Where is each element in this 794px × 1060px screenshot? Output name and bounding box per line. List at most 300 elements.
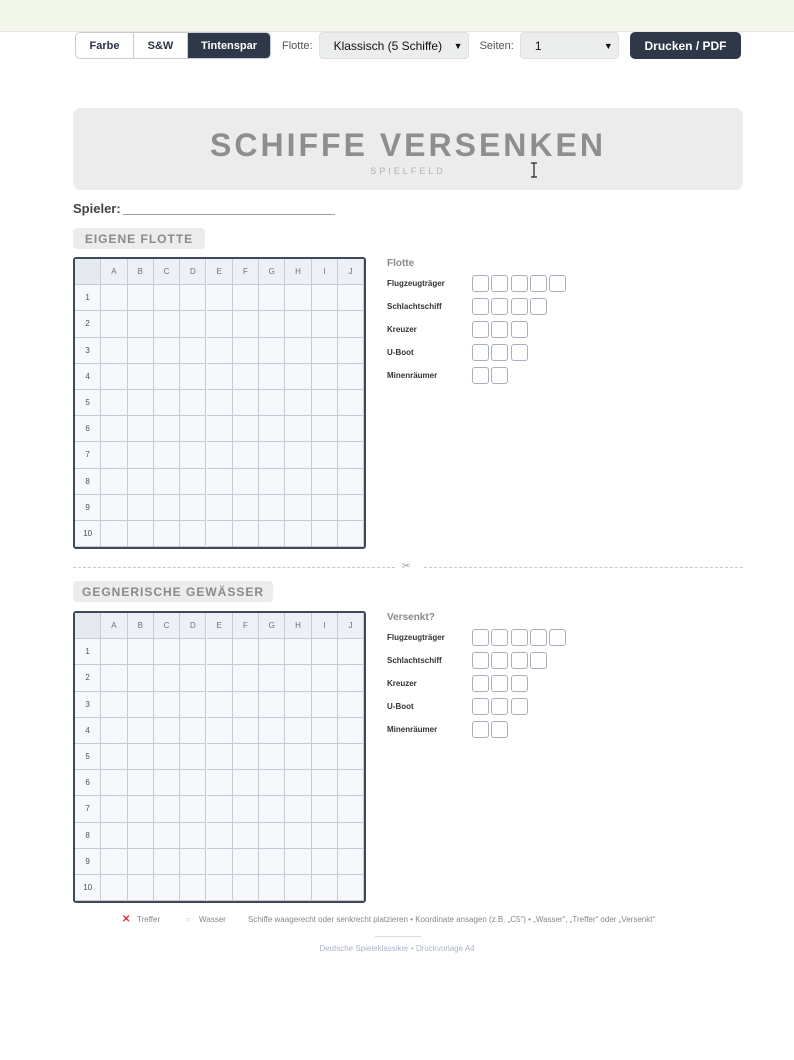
grid-cell[interactable] bbox=[338, 718, 364, 744]
grid-cell[interactable] bbox=[338, 665, 364, 691]
grid-cell[interactable] bbox=[259, 442, 285, 468]
grid-cell[interactable] bbox=[207, 442, 233, 468]
grid-cell[interactable] bbox=[233, 521, 259, 547]
ship-segment-checkbox[interactable] bbox=[472, 275, 489, 292]
grid-cell[interactable] bbox=[312, 364, 338, 390]
ship-segment-checkbox[interactable] bbox=[511, 275, 528, 292]
grid-cell[interactable] bbox=[180, 744, 206, 770]
grid-cell[interactable] bbox=[285, 416, 311, 442]
grid-cell[interactable] bbox=[154, 521, 180, 547]
grid-cell[interactable] bbox=[338, 692, 364, 718]
grid-cell[interactable] bbox=[101, 875, 127, 901]
grid-cell[interactable] bbox=[128, 770, 154, 796]
grid-cell[interactable] bbox=[338, 521, 364, 547]
grid-cell[interactable] bbox=[154, 495, 180, 521]
grid-cell[interactable] bbox=[233, 639, 259, 665]
grid-cell[interactable] bbox=[154, 718, 180, 744]
row-header: 10 bbox=[75, 521, 101, 547]
own-fleet-grid[interactable] bbox=[73, 257, 366, 549]
grid-cell[interactable] bbox=[154, 823, 180, 849]
grid-cell[interactable] bbox=[233, 469, 259, 495]
grid-cell[interactable] bbox=[233, 849, 259, 875]
ship-segment-checkbox[interactable] bbox=[511, 652, 528, 669]
ship-name: Minenräumer bbox=[387, 725, 438, 734]
ship-segment-checkbox[interactable] bbox=[491, 321, 508, 338]
column-header: G bbox=[259, 613, 285, 639]
color-mode-switch bbox=[75, 32, 271, 59]
footer-divider bbox=[375, 936, 421, 937]
grid-cell[interactable] bbox=[285, 338, 311, 364]
grid-cell[interactable] bbox=[207, 692, 233, 718]
grid-cell[interactable] bbox=[207, 416, 233, 442]
rules-text: Schiffe waagerecht oder senkrecht platzieren • Koordinate ansagen (z.B. „C5“) • „Wasser“, „Treffer“ oder „Versenkt“ bbox=[248, 915, 656, 924]
row-header: 5 bbox=[75, 744, 101, 770]
grid-cell[interactable] bbox=[207, 796, 233, 822]
grid-cell[interactable] bbox=[101, 639, 127, 665]
grid-cell[interactable] bbox=[259, 692, 285, 718]
grid-cell[interactable] bbox=[128, 849, 154, 875]
grid-cell[interactable] bbox=[101, 849, 127, 875]
column-header: G bbox=[259, 259, 285, 285]
grid-cell[interactable] bbox=[338, 495, 364, 521]
row-header: 4 bbox=[75, 718, 101, 744]
mode-color-button[interactable]: Farbe bbox=[76, 33, 134, 58]
ship-name: Flugzeugträger bbox=[387, 279, 445, 288]
grid-cell[interactable] bbox=[312, 875, 338, 901]
grid-cell[interactable] bbox=[154, 311, 180, 337]
grid-cell[interactable] bbox=[180, 521, 206, 547]
grid-cell[interactable] bbox=[128, 416, 154, 442]
grid-cell[interactable] bbox=[180, 416, 206, 442]
grid-cell[interactable] bbox=[312, 521, 338, 547]
grid-cell[interactable] bbox=[285, 495, 311, 521]
grid-cell[interactable] bbox=[233, 338, 259, 364]
grid-cell[interactable] bbox=[207, 770, 233, 796]
grid-cell[interactable] bbox=[101, 364, 127, 390]
grid-cell[interactable] bbox=[285, 390, 311, 416]
grid-cell[interactable] bbox=[154, 875, 180, 901]
row-header: 9 bbox=[75, 849, 101, 875]
grid-cell[interactable] bbox=[128, 718, 154, 744]
pages-select[interactable] bbox=[520, 32, 619, 59]
grid-cell[interactable] bbox=[207, 285, 233, 311]
grid-cell[interactable] bbox=[338, 875, 364, 901]
grid-cell[interactable] bbox=[285, 521, 311, 547]
column-header: F bbox=[233, 259, 259, 285]
own-fleet-label: EIGENE FLOTTE bbox=[73, 228, 205, 249]
grid-cell[interactable] bbox=[233, 390, 259, 416]
grid-cell[interactable] bbox=[154, 416, 180, 442]
row-header: 2 bbox=[75, 311, 101, 337]
grid-cell[interactable] bbox=[338, 416, 364, 442]
grid-cell[interactable] bbox=[128, 338, 154, 364]
grid-cell[interactable] bbox=[154, 338, 180, 364]
ship-segment-checkbox[interactable] bbox=[530, 275, 547, 292]
player-name-field[interactable] bbox=[123, 214, 335, 215]
grid-cell[interactable] bbox=[128, 390, 154, 416]
grid-cell[interactable] bbox=[180, 796, 206, 822]
grid-corner bbox=[75, 259, 101, 285]
page-subtitle: SPIELFELD bbox=[370, 166, 446, 176]
grid-cell[interactable] bbox=[312, 442, 338, 468]
grid-cell[interactable] bbox=[233, 311, 259, 337]
ship-name: Kreuzer bbox=[387, 325, 417, 334]
grid-cell[interactable] bbox=[180, 442, 206, 468]
grid-cell[interactable] bbox=[338, 364, 364, 390]
cut-line-left bbox=[73, 567, 395, 568]
ship-segment-checkbox[interactable] bbox=[549, 629, 566, 646]
ship-segment-checkbox[interactable] bbox=[472, 367, 489, 384]
grid-cell[interactable] bbox=[154, 364, 180, 390]
ship-segment-checkbox[interactable] bbox=[491, 652, 508, 669]
ship-segment-checkbox[interactable] bbox=[491, 721, 508, 738]
grid-cell[interactable] bbox=[233, 364, 259, 390]
grid-cell[interactable] bbox=[285, 442, 311, 468]
footer-text: Deutsche Spieleklassiker • Druckvorlage A4 bbox=[319, 944, 475, 953]
enemy-waters-label: GEGNERISCHE GEWÄSSER bbox=[73, 581, 273, 602]
grid-cell[interactable] bbox=[180, 665, 206, 691]
grid-cell[interactable] bbox=[259, 770, 285, 796]
sunk-side-title: Versenkt? bbox=[387, 612, 435, 623]
grid-cell[interactable] bbox=[285, 692, 311, 718]
fleet-select[interactable] bbox=[319, 32, 469, 59]
grid-cell[interactable] bbox=[259, 849, 285, 875]
grid-cell[interactable] bbox=[180, 692, 206, 718]
grid-cell[interactable] bbox=[312, 692, 338, 718]
grid-cell[interactable] bbox=[312, 495, 338, 521]
grid-cell[interactable] bbox=[259, 744, 285, 770]
grid-cell[interactable] bbox=[259, 338, 285, 364]
water-marker-icon: ○ bbox=[186, 915, 191, 924]
grid-cell[interactable] bbox=[259, 495, 285, 521]
text-cursor-icon bbox=[529, 162, 539, 178]
grid-cell[interactable] bbox=[180, 849, 206, 875]
column-header: A bbox=[101, 613, 127, 639]
grid-cell[interactable] bbox=[207, 744, 233, 770]
grid-cell[interactable] bbox=[207, 338, 233, 364]
grid-cell[interactable] bbox=[233, 442, 259, 468]
ship-segment-checkbox[interactable] bbox=[491, 675, 508, 692]
grid-cell[interactable] bbox=[128, 521, 154, 547]
grid-cell[interactable] bbox=[233, 416, 259, 442]
grid-cell[interactable] bbox=[312, 390, 338, 416]
fleet-select-value: Klassisch (5 Schiffe) bbox=[333, 38, 443, 53]
grid-cell[interactable] bbox=[338, 823, 364, 849]
browser-top-band bbox=[0, 0, 794, 32]
row-header: 3 bbox=[75, 338, 101, 364]
grid-cell[interactable] bbox=[154, 639, 180, 665]
ship-segment-checkbox[interactable] bbox=[511, 675, 528, 692]
grid-cell[interactable] bbox=[312, 311, 338, 337]
grid-cell[interactable] bbox=[101, 665, 127, 691]
grid-cell[interactable] bbox=[207, 718, 233, 744]
ship-segment-checkbox[interactable] bbox=[491, 629, 508, 646]
grid-cell[interactable] bbox=[233, 718, 259, 744]
grid-cell[interactable] bbox=[312, 744, 338, 770]
grid-cell[interactable] bbox=[233, 665, 259, 691]
grid-cell[interactable] bbox=[338, 311, 364, 337]
grid-cell[interactable] bbox=[101, 285, 127, 311]
grid-cell[interactable] bbox=[101, 796, 127, 822]
grid-cell[interactable] bbox=[233, 770, 259, 796]
ship-segment-checkbox[interactable] bbox=[511, 698, 528, 715]
ship-segment-checkbox[interactable] bbox=[530, 629, 547, 646]
ship-segment-checkbox[interactable] bbox=[511, 344, 528, 361]
grid-cell[interactable] bbox=[285, 849, 311, 875]
grid-cell[interactable] bbox=[233, 285, 259, 311]
grid-cell[interactable] bbox=[285, 639, 311, 665]
grid-cell[interactable] bbox=[154, 665, 180, 691]
row-header: 7 bbox=[75, 796, 101, 822]
grid-cell[interactable] bbox=[259, 875, 285, 901]
grid-cell[interactable] bbox=[338, 390, 364, 416]
grid-cell[interactable] bbox=[128, 796, 154, 822]
grid-cell[interactable] bbox=[312, 416, 338, 442]
grid-cell[interactable] bbox=[207, 495, 233, 521]
ship-name: Kreuzer bbox=[387, 679, 417, 688]
grid-cell[interactable] bbox=[207, 875, 233, 901]
grid-cell[interactable] bbox=[180, 364, 206, 390]
mode-bw-button[interactable]: S&W bbox=[134, 33, 188, 58]
grid-cell[interactable] bbox=[233, 744, 259, 770]
grid-cell[interactable] bbox=[128, 823, 154, 849]
grid-cell[interactable] bbox=[285, 796, 311, 822]
column-header: H bbox=[285, 259, 311, 285]
grid-cell[interactable] bbox=[101, 311, 127, 337]
grid-cell[interactable] bbox=[338, 285, 364, 311]
ship-segment-checkbox[interactable] bbox=[472, 675, 489, 692]
column-header: A bbox=[101, 259, 127, 285]
row-header: 2 bbox=[75, 665, 101, 691]
grid-cell[interactable] bbox=[285, 364, 311, 390]
grid-cell[interactable] bbox=[154, 285, 180, 311]
column-header: J bbox=[338, 259, 364, 285]
fleet-label: Flotte: bbox=[282, 39, 313, 52]
grid-cell[interactable] bbox=[285, 718, 311, 744]
grid-cell[interactable] bbox=[154, 692, 180, 718]
mode-inksaver-button[interactable]: Tintenspar bbox=[188, 33, 270, 58]
ship-segment-checkbox[interactable] bbox=[491, 698, 508, 715]
column-header: D bbox=[180, 613, 206, 639]
grid-cell[interactable] bbox=[285, 469, 311, 495]
grid-cell[interactable] bbox=[128, 875, 154, 901]
grid-cell[interactable] bbox=[259, 521, 285, 547]
ship-segment-checkbox[interactable] bbox=[472, 344, 489, 361]
ship-name: Schlachtschiff bbox=[387, 302, 442, 311]
grid-cell[interactable] bbox=[259, 311, 285, 337]
ship-segment-checkbox[interactable] bbox=[549, 275, 566, 292]
grid-cell[interactable] bbox=[154, 442, 180, 468]
grid-cell[interactable] bbox=[259, 285, 285, 311]
ship-segment-checkbox[interactable] bbox=[511, 298, 528, 315]
ship-name: U-Boot bbox=[387, 702, 414, 711]
hit-marker-icon: ✕ bbox=[122, 914, 131, 925]
chevron-down-icon: ▼ bbox=[603, 40, 613, 51]
grid-cell[interactable] bbox=[154, 469, 180, 495]
grid-cell[interactable] bbox=[154, 744, 180, 770]
grid-cell[interactable] bbox=[338, 469, 364, 495]
print-button[interactable]: Drucken / PDF bbox=[630, 32, 741, 59]
grid-cell[interactable] bbox=[259, 718, 285, 744]
grid-cell[interactable] bbox=[180, 770, 206, 796]
grid-cell[interactable] bbox=[338, 442, 364, 468]
grid-cell[interactable] bbox=[154, 849, 180, 875]
grid-cell[interactable] bbox=[154, 796, 180, 822]
page-title: SCHIFFE VERSENKEN bbox=[210, 127, 606, 163]
grid-cell[interactable] bbox=[259, 416, 285, 442]
grid-cell[interactable] bbox=[207, 639, 233, 665]
grid-cell[interactable] bbox=[285, 875, 311, 901]
grid-cell[interactable] bbox=[338, 849, 364, 875]
player-label: Spieler: bbox=[73, 201, 121, 216]
grid-cell[interactable] bbox=[128, 639, 154, 665]
ship-name: U-Boot bbox=[387, 348, 414, 357]
grid-cell[interactable] bbox=[233, 823, 259, 849]
grid-cell[interactable] bbox=[101, 442, 127, 468]
grid-cell[interactable] bbox=[285, 744, 311, 770]
grid-cell[interactable] bbox=[338, 639, 364, 665]
grid-cell[interactable] bbox=[259, 390, 285, 416]
grid-cell[interactable] bbox=[101, 692, 127, 718]
grid-cell[interactable] bbox=[101, 744, 127, 770]
grid-cell[interactable] bbox=[233, 692, 259, 718]
grid-cell[interactable] bbox=[128, 364, 154, 390]
grid-cell[interactable] bbox=[207, 823, 233, 849]
grid-cell[interactable] bbox=[101, 469, 127, 495]
grid-cell[interactable] bbox=[128, 442, 154, 468]
grid-cell[interactable] bbox=[233, 796, 259, 822]
grid-cell[interactable] bbox=[259, 364, 285, 390]
ship-segment-checkbox[interactable] bbox=[511, 321, 528, 338]
grid-cell[interactable] bbox=[101, 770, 127, 796]
ship-segment-checkbox[interactable] bbox=[472, 698, 489, 715]
grid-cell[interactable] bbox=[285, 823, 311, 849]
column-header: F bbox=[233, 613, 259, 639]
chevron-down-icon: ▼ bbox=[453, 40, 463, 51]
grid-cell[interactable] bbox=[101, 823, 127, 849]
grid-cell[interactable] bbox=[128, 469, 154, 495]
grid-cell[interactable] bbox=[259, 665, 285, 691]
grid-cell[interactable] bbox=[312, 338, 338, 364]
ship-segment-checkbox[interactable] bbox=[472, 629, 489, 646]
ship-segment-checkbox[interactable] bbox=[491, 275, 508, 292]
grid-cell[interactable] bbox=[154, 390, 180, 416]
water-legend-label: Wasser bbox=[199, 915, 226, 924]
ship-segment-checkbox[interactable] bbox=[472, 298, 489, 315]
page-header bbox=[73, 108, 743, 190]
grid-cell[interactable] bbox=[101, 416, 127, 442]
grid-cell[interactable] bbox=[180, 495, 206, 521]
grid-cell[interactable] bbox=[259, 823, 285, 849]
row-header: 8 bbox=[75, 823, 101, 849]
grid-cell[interactable] bbox=[207, 469, 233, 495]
grid-cell[interactable] bbox=[180, 718, 206, 744]
row-header: 6 bbox=[75, 416, 101, 442]
grid-cell[interactable] bbox=[285, 285, 311, 311]
grid-cell[interactable] bbox=[312, 639, 338, 665]
grid-cell[interactable] bbox=[312, 770, 338, 796]
grid-cell[interactable] bbox=[180, 338, 206, 364]
pages-select-value: 1 bbox=[534, 38, 542, 53]
column-header: I bbox=[312, 613, 338, 639]
grid-cell[interactable] bbox=[180, 823, 206, 849]
ship-segment-checkbox[interactable] bbox=[491, 367, 508, 384]
grid-cell[interactable] bbox=[128, 692, 154, 718]
ship-name: Schlachtschiff bbox=[387, 656, 442, 665]
row-header: 1 bbox=[75, 285, 101, 311]
grid-cell[interactable] bbox=[207, 521, 233, 547]
ship-segment-checkbox[interactable] bbox=[530, 298, 547, 315]
grid-cell[interactable] bbox=[207, 364, 233, 390]
ship-segment-checkbox[interactable] bbox=[491, 298, 508, 315]
grid-cell[interactable] bbox=[338, 770, 364, 796]
grid-cell[interactable] bbox=[259, 469, 285, 495]
grid-cell[interactable] bbox=[285, 311, 311, 337]
grid-cell[interactable] bbox=[285, 770, 311, 796]
scissors-icon: ✂ bbox=[402, 561, 411, 572]
grid-cell[interactable] bbox=[180, 311, 206, 337]
grid-cell[interactable] bbox=[101, 718, 127, 744]
grid-cell[interactable] bbox=[338, 338, 364, 364]
ship-segment-checkbox[interactable] bbox=[491, 344, 508, 361]
ship-segment-checkbox[interactable] bbox=[472, 721, 489, 738]
ship-segment-checkbox[interactable] bbox=[472, 652, 489, 669]
ship-segment-checkbox[interactable] bbox=[530, 652, 547, 669]
enemy-waters-grid[interactable] bbox=[73, 611, 366, 903]
grid-cell[interactable] bbox=[128, 744, 154, 770]
grid-cell[interactable] bbox=[338, 796, 364, 822]
grid-cell[interactable] bbox=[207, 849, 233, 875]
grid-cell[interactable] bbox=[128, 495, 154, 521]
grid-cell[interactable] bbox=[338, 744, 364, 770]
hit-legend-label: Treffer bbox=[137, 915, 161, 924]
grid-cell[interactable] bbox=[233, 495, 259, 521]
grid-cell[interactable] bbox=[312, 718, 338, 744]
grid-cell[interactable] bbox=[207, 665, 233, 691]
grid-cell[interactable] bbox=[180, 285, 206, 311]
ship-segment-checkbox[interactable] bbox=[472, 321, 489, 338]
grid-cell[interactable] bbox=[312, 285, 338, 311]
grid-cell[interactable] bbox=[180, 390, 206, 416]
grid-cell[interactable] bbox=[101, 338, 127, 364]
grid-cell[interactable] bbox=[259, 639, 285, 665]
grid-cell[interactable] bbox=[180, 639, 206, 665]
row-header: 6 bbox=[75, 770, 101, 796]
grid-cell[interactable] bbox=[285, 665, 311, 691]
grid-cell[interactable] bbox=[233, 875, 259, 901]
column-header: C bbox=[154, 259, 180, 285]
grid-cell[interactable] bbox=[312, 849, 338, 875]
grid-cell[interactable] bbox=[312, 469, 338, 495]
grid-cell[interactable] bbox=[180, 875, 206, 901]
ship-segment-checkbox[interactable] bbox=[511, 629, 528, 646]
grid-cell[interactable] bbox=[180, 469, 206, 495]
grid-cell[interactable] bbox=[207, 390, 233, 416]
grid-cell[interactable] bbox=[128, 311, 154, 337]
grid-cell[interactable] bbox=[154, 770, 180, 796]
grid-cell[interactable] bbox=[312, 823, 338, 849]
grid-cell[interactable] bbox=[101, 521, 127, 547]
grid-cell[interactable] bbox=[101, 390, 127, 416]
grid-cell[interactable] bbox=[312, 665, 338, 691]
grid-cell[interactable] bbox=[128, 665, 154, 691]
grid-cell[interactable] bbox=[259, 796, 285, 822]
column-header: J bbox=[338, 613, 364, 639]
grid-cell[interactable] bbox=[101, 495, 127, 521]
grid-cell[interactable] bbox=[207, 311, 233, 337]
grid-cell[interactable] bbox=[128, 285, 154, 311]
grid-cell[interactable] bbox=[312, 796, 338, 822]
